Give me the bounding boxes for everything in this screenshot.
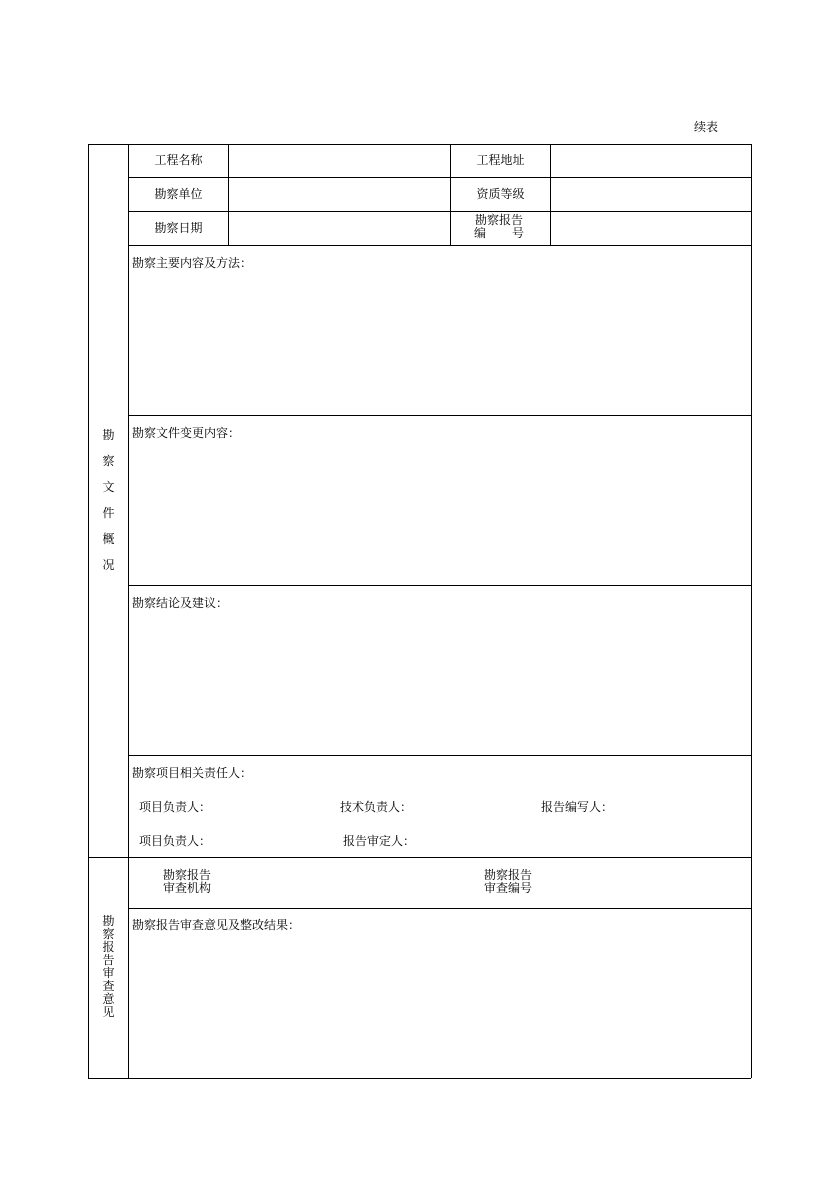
conclusion-label: 勘察结论及建议： [132,596,229,610]
review-org-label-line1: 勘察报告 [163,868,212,882]
review-no-label-line2: 审查编号 [484,881,533,895]
report-writer-label: 报告编写人： [541,800,614,814]
review-org-field[interactable] [229,858,479,907]
side-label-char: 察 [102,927,115,941]
qualification-label: 资质等级 [476,187,525,201]
side-label-char: 概 [102,532,115,546]
review-org-label-line2: 审查机构 [163,881,212,895]
side-label-char: 勘 [102,428,115,442]
overview-side-label [89,428,128,584]
side-label-char: 审 [102,966,115,980]
report-no-field[interactable] [551,212,750,245]
report-no-label-line1: 勘察报告 [474,213,523,227]
review-no-label [484,869,532,895]
side-label-char: 勘 [102,914,115,928]
review-side-label [89,915,128,1019]
main-content-label: 勘察主要内容及方法： [132,256,253,270]
table-border-right [751,144,752,1078]
conclusion-area[interactable] [129,612,750,754]
side-label-char: 告 [102,953,115,967]
section-divider [128,585,751,586]
main-content-area[interactable] [129,272,750,414]
continued-table-label: 续表 [694,120,719,134]
report-no-label-line2 [474,227,524,240]
tech-leader-label: 技术负责人： [340,800,413,814]
qualification-field[interactable] [551,178,750,211]
side-label-char: 报 [102,940,115,954]
side-label-char: 况 [102,558,115,572]
side-label-char: 见 [102,1005,115,1019]
survey-date-field[interactable] [229,212,450,245]
section-divider [128,755,751,756]
review-opinion-label: 勘察报告审查意见及整改结果： [132,918,301,932]
side-label-char: 察 [102,454,115,468]
change-content-label: 勘察文件变更内容： [132,426,241,440]
project-leader-label-1: 项目负责人： [139,800,212,814]
side-label-char: 文 [102,480,115,494]
side-label-char: 查 [102,979,115,993]
report-reviewer-label: 报告审定人： [343,834,416,848]
report-no-label-right: 号 [511,226,524,240]
review-no-label-line1: 勘察报告 [484,868,533,882]
row-divider [128,245,751,246]
report-no-label-left: 编 [474,226,487,240]
review-no-field[interactable] [545,858,750,907]
section-divider [128,415,751,416]
review-opinion-area[interactable] [129,934,750,1077]
project-name-field[interactable] [229,145,450,177]
side-label-char: 件 [102,506,115,520]
survey-unit-field[interactable] [229,178,450,211]
report-no-label [474,214,524,240]
review-org-label [163,869,211,895]
project-name-label: 工程名称 [154,153,203,167]
section-divider [128,908,751,909]
responsible-label: 勘察项目相关责任人： [132,766,253,780]
survey-date-label: 勘察日期 [154,221,203,235]
change-content-area[interactable] [129,442,750,584]
side-label-char: 意 [102,992,115,1006]
survey-unit-label: 勘察单位 [154,187,203,201]
project-leader-label-2: 项目负责人： [139,834,212,848]
table-border-bottom [88,1078,751,1079]
project-address-field[interactable] [551,145,750,177]
project-address-label: 工程地址 [476,153,525,167]
